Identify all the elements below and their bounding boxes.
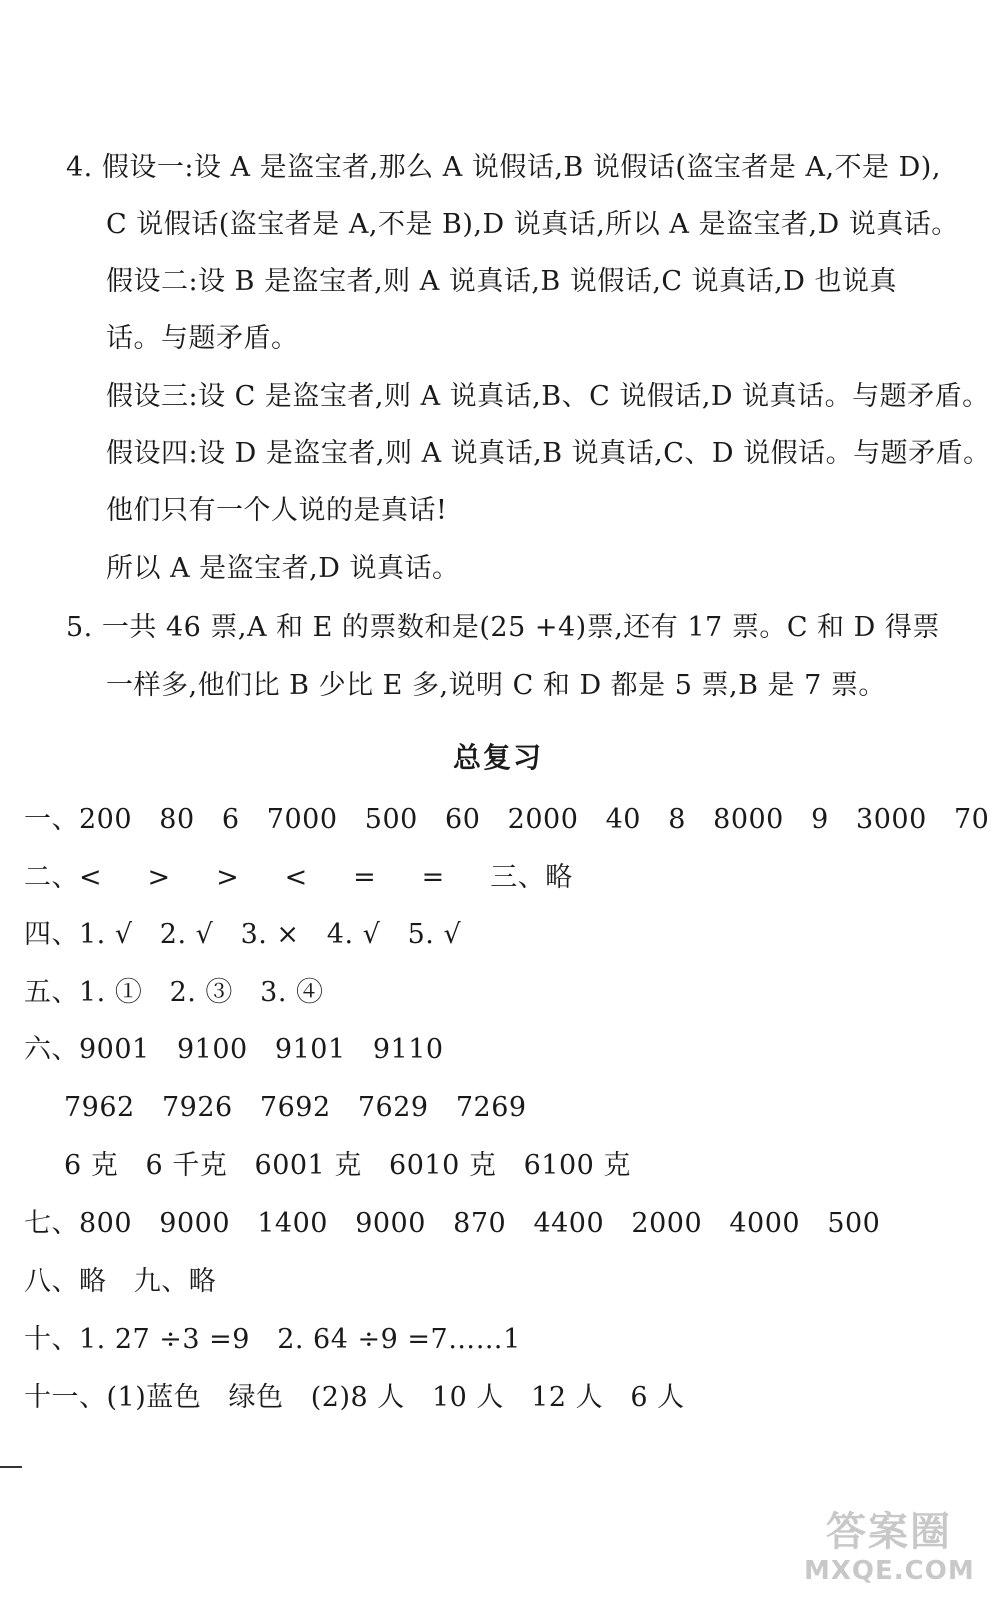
review-answer-4: 四、1. √ 2. √ 3. × 4. √ 5. √ xyxy=(24,919,462,950)
review-answer-6: 六、9001 9100 9101 9110 xyxy=(24,1034,444,1065)
review-answer-2: 二、< > > < = = 三、略 xyxy=(24,862,573,893)
review-answer-11: 十一、(1)蓝色 绿色 (2)8 人 10 人 12 人 6 人 xyxy=(24,1382,685,1413)
text-line-4-conclusion-2: 所以 A 是盗宝者,D 说真话。 xyxy=(106,553,460,584)
watermark-logo xyxy=(804,1508,974,1592)
text-line-4-hypothesis-2-cont: 话。与题矛盾。 xyxy=(106,323,299,354)
review-answer-8-9: 八、略 九、略 xyxy=(24,1266,217,1297)
bottom-rule xyxy=(0,1466,22,1468)
text-line-4-conclusion-1: 他们只有一个人说的是真话! xyxy=(106,495,448,526)
text-line-4-hypothesis-3: 假设三:设 C 是盗宝者,则 A 说真话,B、C 说假话,D 说真话。与题矛盾。 xyxy=(106,381,990,412)
text-line-4-hypothesis-4: 假设四:设 D 是盗宝者,则 A 说真话,B 说真话,C、D 说假话。与题矛盾。 xyxy=(106,438,991,469)
review-answer-5: 五、1. ① 2. ③ 3. ④ xyxy=(24,977,324,1008)
review-title: 总复习 xyxy=(452,741,543,774)
text-line-4-hypothesis-1: 4. 假设一:设 A 是盗宝者,那么 A 说假话,B 说假话(盗宝者是 A,不是 D), xyxy=(66,152,941,183)
watermark-top-text: 答案圈 xyxy=(826,1509,952,1555)
review-answer-6-row-2: 7962 7926 7692 7629 7269 xyxy=(64,1092,527,1123)
text-line-5: 5. 一共 46 票,A 和 E 的票数和是(25 +4)票,还有 17 票。C 和 D 得票 xyxy=(66,612,940,643)
text-line-4-hypothesis-2: 假设二:设 B 是盗宝者,则 A 说真话,B 说假话,C 说真话,D 也说真 xyxy=(106,266,897,297)
review-answer-10: 十、1. 27 ÷3 =9 2. 64 ÷9 =7……1 xyxy=(24,1324,521,1355)
watermark-bottom-text: MXQE.COM xyxy=(804,1556,975,1586)
text-line-5-cont: 一样多,他们比 B 少比 E 多,说明 C 和 D 都是 5 票,B 是 7 票。 xyxy=(106,670,886,701)
review-answer-6-row-3: 6 克 6 千克 6001 克 6010 克 6100 克 xyxy=(64,1150,631,1181)
review-answer-1: 一、200 80 6 7000 500 60 2000 40 8 8000 9 3000 70 xyxy=(24,804,990,835)
text-line-4-hypothesis-1-cont: C 说假话(盗宝者是 A,不是 B),D 说真话,所以 A 是盗宝者,D 说真话。 xyxy=(106,209,959,240)
review-answer-7: 七、800 9000 1400 9000 870 4400 2000 4000 500 xyxy=(24,1208,881,1239)
